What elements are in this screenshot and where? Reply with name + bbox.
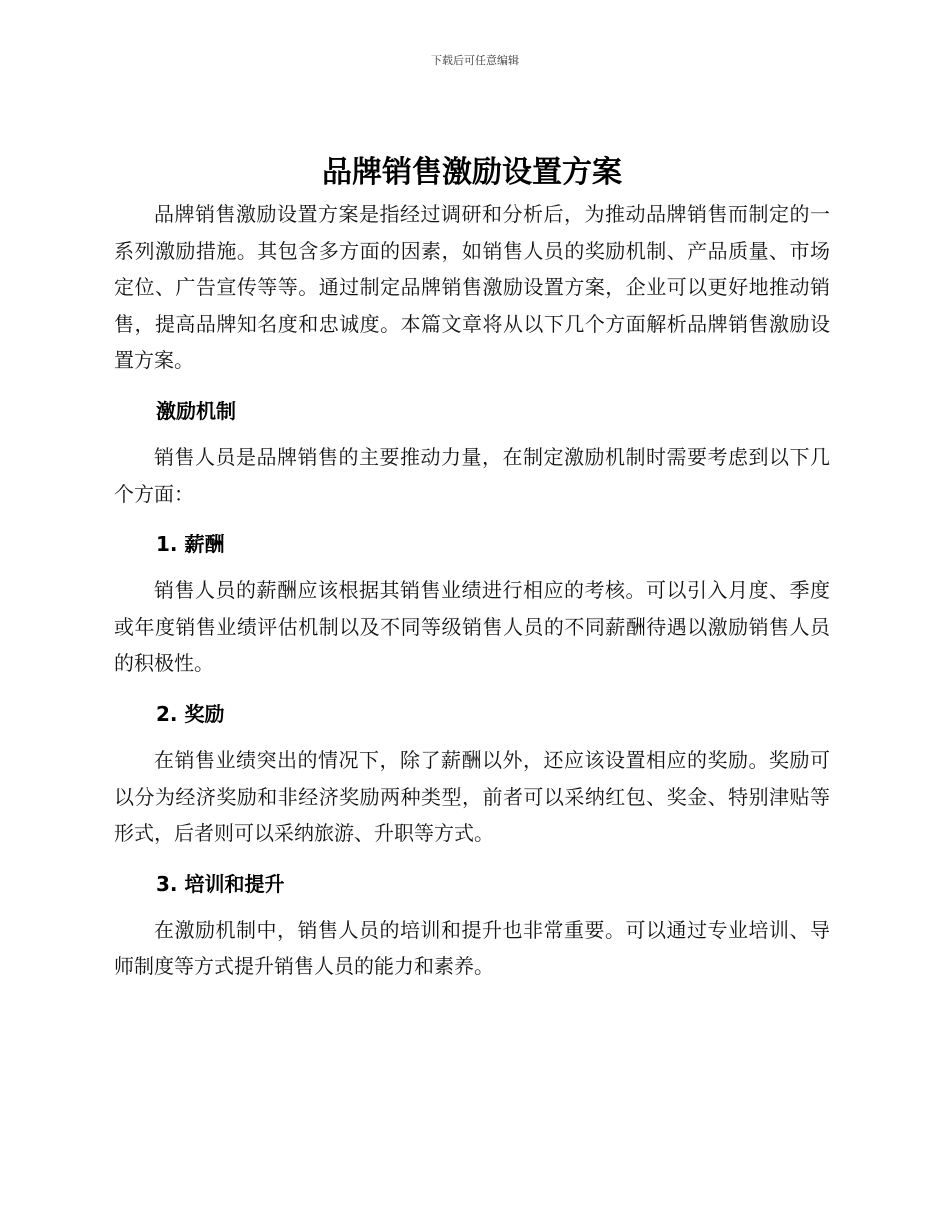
spacer <box>114 512 830 530</box>
spacer <box>114 425 830 439</box>
spacer <box>114 852 830 870</box>
item-heading-reward: 2. 奖励 <box>156 701 225 726</box>
item-body-training: 在激励机制中，销售人员的培训和提升也非常重要。可以通过专业培训、导师制度等方式提升销售人员的能力和素养。 <box>114 917 830 979</box>
item-body-reward: 在销售业绩突出的情况下，除了薪酬以外，还应该设置相应的奖励。奖励可以分为经济奖励和非经济奖励两种类型，前者可以采纳红包、奖金、特别津贴等形式，后者则可以采纳旅游、升职等方式。 <box>114 747 830 846</box>
spacer <box>114 682 830 700</box>
spacer <box>114 379 830 397</box>
document-content <box>114 150 830 985</box>
spacer <box>114 558 830 572</box>
intro-paragraph: 品牌销售激励设置方案是指经过调研和分析后，为推动品牌销售而制定的一系列激励措施。其包含多方面的因素，如销售人员的奖励机制、产品质量、市场定位、广告宣传等等。通过制定品牌销售激励设置方案，企业可以更好地推动销售，提高品牌知名度和忠诚度。本篇文章将从以下几个方面解析品牌销售激励设置方案。 <box>114 202 830 373</box>
spacer <box>114 728 830 742</box>
item-heading-training: 3. 培训和提升 <box>156 871 285 896</box>
item-body-salary: 销售人员的薪酬应该根据其销售业绩进行相应的考核。可以引入月度、季度或年度销售业绩评估机制以及不同等级销售人员的不同薪酬待遇以激励销售人员的积极性。 <box>114 578 830 676</box>
document-title: 品牌销售激励设置方案 <box>322 155 622 190</box>
section-intro-paragraph: 销售人员是品牌销售的主要推动力量，在制定激励机制时需要考虑到以下几个方面： <box>114 444 830 506</box>
item-heading-salary: 1. 薪酬 <box>156 532 225 557</box>
section-heading: 激励机制 <box>156 398 236 423</box>
header-note: 下载后可任意编辑 <box>431 54 519 67</box>
spacer <box>114 898 830 912</box>
